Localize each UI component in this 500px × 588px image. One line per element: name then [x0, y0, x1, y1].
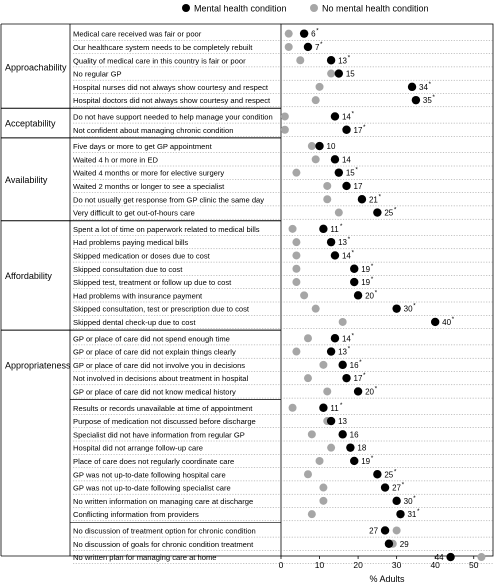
- significance-marker: *: [355, 166, 358, 174]
- point-no-mental: [319, 497, 327, 505]
- point-mental: [396, 510, 404, 518]
- significance-marker: *: [359, 358, 362, 366]
- point-mental: [304, 43, 312, 51]
- row-label: No discussion of goals for chronic condition treatment: [73, 539, 254, 549]
- row-label: GP was not up-to-date following hospital care: [73, 470, 226, 480]
- significance-marker: *: [339, 401, 343, 409]
- significance-marker: *: [363, 372, 366, 380]
- point-no-mental: [296, 56, 304, 64]
- x-tick-label: 10: [314, 560, 325, 570]
- row-label: Skipped test, treatment or follow up due to cost: [73, 278, 232, 288]
- point-mental: [342, 374, 350, 382]
- point-no-mental: [285, 43, 293, 51]
- point-no-mental: [292, 169, 300, 177]
- value-label: 19: [361, 456, 371, 466]
- row-label: GP or place of care did not involve you in decisions: [73, 360, 246, 370]
- point-mental: [358, 195, 366, 203]
- group-label: Acceptability: [5, 118, 56, 129]
- value-label: 17: [353, 125, 363, 135]
- point-no-mental: [393, 526, 401, 534]
- point-mental: [342, 126, 350, 134]
- point-mental: [338, 430, 346, 438]
- point-mental: [338, 361, 346, 369]
- significance-marker: *: [374, 385, 378, 393]
- row-label: No regular GP: [73, 69, 122, 79]
- row-label: No written information on managing care at discharge: [73, 496, 254, 506]
- point-no-mental: [316, 457, 324, 465]
- value-label: 34: [419, 82, 428, 92]
- point-no-mental: [323, 387, 331, 395]
- point-no-mental: [308, 142, 316, 150]
- significance-marker: *: [428, 80, 432, 88]
- point-no-mental: [289, 404, 297, 412]
- x-axis-label: % Adults: [369, 574, 405, 584]
- point-no-mental: [323, 195, 331, 203]
- value-label: 31: [407, 510, 417, 520]
- point-no-mental: [281, 112, 289, 120]
- row-label: Our healthcare system needs to be completely rebuilt: [73, 42, 253, 52]
- value-label: 13: [338, 347, 348, 357]
- value-label: 21: [368, 195, 378, 205]
- significance-marker: *: [351, 249, 354, 257]
- row-label: Results or records unavailable at time of appointment: [73, 403, 253, 413]
- value-label: 14: [341, 334, 351, 344]
- x-tick-label: 20: [353, 560, 363, 570]
- value-label: 20: [365, 291, 374, 301]
- significance-marker: *: [374, 289, 378, 297]
- value-label: 27: [369, 526, 379, 536]
- significance-marker: *: [347, 54, 351, 62]
- x-tick-label: 40: [430, 560, 440, 570]
- point-no-mental: [308, 430, 316, 438]
- value-label: 30: [403, 496, 413, 506]
- point-mental: [315, 142, 323, 150]
- point-mental: [354, 291, 362, 299]
- significance-marker: *: [393, 468, 397, 476]
- significance-marker: *: [432, 94, 435, 102]
- row-label: Do not usually get response from GP clinic the same day: [73, 195, 265, 205]
- point-mental: [412, 96, 420, 104]
- value-label: 40: [442, 317, 452, 327]
- legend-marker-no-mental: [310, 4, 318, 12]
- point-no-mental: [339, 318, 347, 326]
- row-label: GP or place of care did not explain things clearly: [73, 347, 236, 357]
- significance-marker: *: [347, 345, 351, 353]
- point-mental: [335, 168, 343, 176]
- point-no-mental: [304, 374, 312, 382]
- point-mental: [385, 540, 393, 548]
- point-mental: [350, 265, 358, 273]
- significance-marker: *: [413, 302, 416, 310]
- row-label: GP or place of care did not know medical history: [73, 387, 236, 397]
- point-no-mental: [327, 444, 335, 452]
- point-no-mental: [312, 155, 320, 163]
- value-label: 17: [353, 374, 363, 384]
- point-mental: [331, 334, 339, 342]
- significance-marker: *: [416, 508, 420, 516]
- row-label: Quality of medical care in this country is fair or poor: [73, 56, 246, 66]
- point-mental: [431, 318, 439, 326]
- value-label: 20: [365, 387, 374, 397]
- point-mental: [346, 443, 354, 451]
- value-label: 14: [341, 155, 351, 165]
- group-label: Appropriateness: [5, 360, 71, 371]
- point-no-mental: [319, 484, 327, 492]
- value-label: 7: [314, 42, 320, 52]
- point-no-mental: [292, 251, 300, 259]
- row-label: No written plan for managing care at home: [73, 553, 217, 563]
- value-label: 18: [357, 443, 367, 453]
- value-label: 29: [399, 539, 409, 549]
- row-label: Hospital did not arrange follow-up care: [73, 443, 204, 453]
- point-no-mental: [327, 70, 335, 78]
- row-label: GP or place of care did not spend enough time: [73, 334, 230, 344]
- value-label: 25: [384, 470, 394, 480]
- point-no-mental: [285, 30, 293, 38]
- point-no-mental: [308, 510, 316, 518]
- significance-marker: *: [316, 27, 319, 35]
- point-mental: [381, 526, 389, 534]
- row-label: Waited 4 h or more in ED: [73, 155, 158, 165]
- significance-marker: *: [347, 236, 351, 244]
- legend-label-mental: Mental health condition: [194, 3, 287, 14]
- value-label: 15: [345, 69, 355, 79]
- row-label: Hospital doctors did not always show courtesy and respect: [73, 96, 271, 106]
- value-label: 17: [353, 181, 363, 191]
- row-label: Waited 4 months or more for elective surgery: [73, 168, 225, 178]
- value-label: 19: [361, 264, 371, 274]
- row-label: Medical care received was fair or poor: [73, 29, 202, 39]
- row-label: Do not have support needed to help manage your condition: [73, 112, 273, 122]
- row-label: Very difficult to get out-of-hours care: [73, 208, 195, 218]
- value-label: 16: [349, 360, 359, 370]
- value-label: 35: [422, 96, 432, 106]
- group-label: Affordability: [5, 270, 52, 281]
- value-label: 13: [338, 238, 348, 248]
- point-no-mental: [304, 334, 312, 342]
- legend-marker-mental: [182, 4, 190, 12]
- row-label: Skipped dental check-up due to cost: [73, 317, 196, 327]
- value-label: 6: [311, 29, 316, 39]
- point-no-mental: [300, 291, 308, 299]
- value-label: 19: [361, 278, 371, 288]
- significance-marker: *: [451, 315, 455, 323]
- point-no-mental: [312, 96, 320, 104]
- significance-marker: *: [363, 123, 366, 131]
- point-mental: [342, 182, 350, 190]
- value-label: 11: [330, 224, 339, 234]
- point-mental: [300, 29, 308, 37]
- significance-marker: *: [370, 454, 374, 462]
- value-label: 25: [384, 208, 394, 218]
- significance-marker: *: [351, 332, 354, 340]
- row-label: Had problems paying medical bills: [73, 238, 189, 248]
- row-label: Not confident about managing chronic condition: [73, 125, 234, 135]
- point-mental: [335, 69, 343, 77]
- point-no-mental: [312, 305, 320, 313]
- value-label: 15: [345, 168, 355, 178]
- significance-marker: *: [351, 110, 354, 118]
- point-no-mental: [304, 470, 312, 478]
- row-label: Conflicting information from providers: [73, 510, 199, 520]
- point-mental: [408, 83, 416, 91]
- row-label: Purpose of medication not discussed before discharge: [73, 417, 256, 427]
- point-no-mental: [319, 361, 327, 369]
- significance-marker: *: [339, 222, 343, 230]
- point-mental: [331, 155, 339, 163]
- x-tick-label: 50: [468, 560, 479, 570]
- significance-marker: *: [319, 40, 323, 48]
- significance-marker: *: [413, 494, 416, 502]
- point-no-mental: [292, 265, 300, 273]
- row-label: Spent a lot of time on paperwork related to medical bills: [73, 224, 260, 234]
- point-mental: [354, 387, 362, 395]
- point-mental: [327, 238, 335, 246]
- row-label: Hospital nurses did not always show courtesy and respect: [73, 82, 269, 92]
- x-tick-label: 0: [278, 560, 284, 570]
- point-mental: [327, 347, 335, 355]
- value-label: 14: [341, 251, 351, 261]
- point-no-mental: [323, 182, 331, 190]
- point-mental: [446, 553, 454, 561]
- point-no-mental: [292, 238, 300, 246]
- row-label: Skipped consultation due to cost: [73, 264, 183, 274]
- row-label: Five days or more to get GP appointment: [73, 142, 212, 152]
- point-mental: [373, 470, 381, 478]
- value-label: 16: [349, 430, 359, 440]
- point-mental: [331, 112, 339, 120]
- point-no-mental: [477, 553, 485, 561]
- point-no-mental: [281, 126, 289, 134]
- value-label: 13: [338, 417, 348, 427]
- point-mental: [350, 457, 358, 465]
- row-label: Not involved in decisions about treatment in hospital: [73, 374, 249, 384]
- point-mental: [327, 417, 335, 425]
- value-label: 13: [338, 56, 348, 66]
- point-mental: [327, 56, 335, 64]
- point-mental: [392, 497, 400, 505]
- significance-marker: *: [378, 193, 381, 201]
- point-mental: [381, 483, 389, 491]
- significance-marker: *: [370, 262, 374, 270]
- point-no-mental: [335, 209, 343, 217]
- point-no-mental: [292, 278, 300, 286]
- row-label: No discussion of treatment option for chronic condition: [73, 526, 256, 536]
- value-label: 27: [392, 483, 401, 493]
- point-mental: [319, 225, 327, 233]
- row-label: Waited 2 months or longer to see a specialist: [73, 181, 225, 191]
- value-label: 30: [403, 304, 413, 314]
- legend-label-no-mental: No mental health condition: [322, 3, 429, 14]
- x-tick-label: 30: [391, 560, 402, 570]
- point-no-mental: [292, 348, 300, 356]
- value-label: 10: [326, 142, 336, 152]
- row-label: Place of care does not regularly coordinate care: [73, 456, 235, 466]
- point-no-mental: [316, 83, 324, 91]
- row-label: Had problems with insurance payment: [73, 291, 203, 301]
- significance-marker: *: [370, 276, 374, 284]
- row-label: Skipped medication or doses due to cost: [73, 251, 210, 261]
- group-label: Approachability: [5, 62, 67, 73]
- point-mental: [350, 278, 358, 286]
- point-mental: [331, 251, 339, 259]
- point-mental: [392, 304, 400, 312]
- point-no-mental: [289, 225, 297, 233]
- significance-marker: *: [393, 206, 397, 214]
- row-label: Skipped consultation, test or prescription due to cost: [73, 304, 250, 314]
- row-label: Specialist did not have information from regular GP: [73, 430, 245, 440]
- value-label: 11: [330, 403, 339, 413]
- point-mental: [319, 404, 327, 412]
- row-label: GP was not up-to-date following specialist care: [73, 483, 231, 493]
- group-label: Availability: [5, 174, 48, 185]
- point-mental: [373, 208, 381, 216]
- value-label: 14: [341, 112, 351, 122]
- significance-marker: *: [401, 481, 405, 489]
- value-label: 44: [434, 553, 444, 563]
